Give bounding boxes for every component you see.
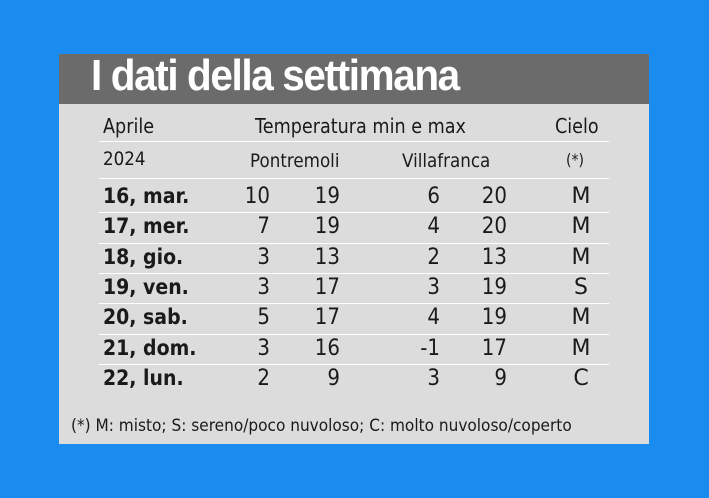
col-header-pontremoli: Pontremoli	[250, 150, 340, 172]
row-villafranca-max: 19	[481, 274, 507, 300]
row-pontremoli-max: 9	[327, 365, 340, 391]
row-sky: M	[571, 335, 591, 361]
header-rule	[99, 141, 609, 142]
row-villafranca-min: 3	[427, 365, 440, 391]
subheader-rule	[99, 178, 609, 179]
row-pontremoli-max: 13	[314, 244, 340, 270]
row-rule	[99, 334, 609, 335]
row-pontremoli-max: 19	[314, 214, 340, 240]
row-villafranca-min: 2	[427, 244, 440, 270]
col-header-year: 2024	[103, 148, 146, 170]
row-rule	[99, 243, 609, 244]
row-villafranca-min: 3	[427, 274, 440, 300]
row-rule	[99, 364, 609, 365]
row-villafranca-max: 20	[481, 184, 507, 209]
page-title: I dati della settimana	[91, 51, 459, 100]
row-rule	[99, 303, 609, 304]
row-day: 17, mer.	[103, 214, 190, 239]
row-pontremoli-min: 3	[257, 244, 270, 270]
row-villafranca-max: 20	[481, 214, 507, 240]
title-bar	[59, 51, 649, 104]
row-pontremoli-max: 17	[314, 305, 340, 331]
row-pontremoli-min: 2	[257, 365, 270, 391]
col-header-sky: Cielo	[555, 114, 599, 138]
row-sky: S	[574, 274, 588, 300]
col-header-date: Aprile	[103, 114, 155, 138]
row-pontremoli-min: 7	[257, 214, 270, 240]
row-sky: M	[571, 214, 591, 240]
footnote: (*) M: misto; S: sereno/poco nuvoloso; C: molto nuvoloso/coperto	[71, 416, 572, 435]
row-villafranca-max: 9	[494, 365, 507, 391]
row-villafranca-min: 4	[427, 214, 440, 240]
row-day: 21, dom.	[103, 335, 197, 360]
row-sky: M	[571, 184, 591, 209]
row-day: 20, sab.	[103, 305, 188, 330]
weather-table-card	[59, 51, 649, 444]
row-pontremoli-min: 3	[257, 335, 270, 361]
row-day: 19, ven.	[103, 274, 189, 299]
col-header-sky-note: (*)	[566, 150, 585, 169]
row-day: 16, mar.	[103, 184, 190, 208]
col-header-temp: Temperatura min e max	[255, 114, 466, 138]
row-sky: M	[571, 244, 591, 270]
col-header-villafranca: Villafranca	[402, 150, 491, 172]
row-day: 22, lun.	[103, 365, 184, 390]
row-villafranca-min: 4	[427, 305, 440, 331]
row-sky: M	[571, 305, 591, 331]
row-day: 18, gio.	[103, 244, 184, 269]
row-pontremoli-min: 5	[257, 305, 270, 331]
row-pontremoli-min: 10	[244, 184, 270, 209]
row-villafranca-max: 13	[481, 244, 507, 270]
row-rule	[99, 212, 609, 213]
row-pontremoli-max: 17	[314, 274, 340, 300]
row-sky: C	[573, 365, 589, 391]
row-villafranca-max: 17	[481, 335, 507, 361]
row-villafranca-min: -1	[420, 335, 440, 361]
row-villafranca-min: 6	[427, 184, 440, 209]
row-pontremoli-min: 3	[257, 274, 270, 300]
row-rule	[99, 273, 609, 274]
row-pontremoli-max: 19	[314, 184, 340, 209]
row-villafranca-max: 19	[481, 305, 507, 331]
row-pontremoli-max: 16	[314, 335, 340, 361]
